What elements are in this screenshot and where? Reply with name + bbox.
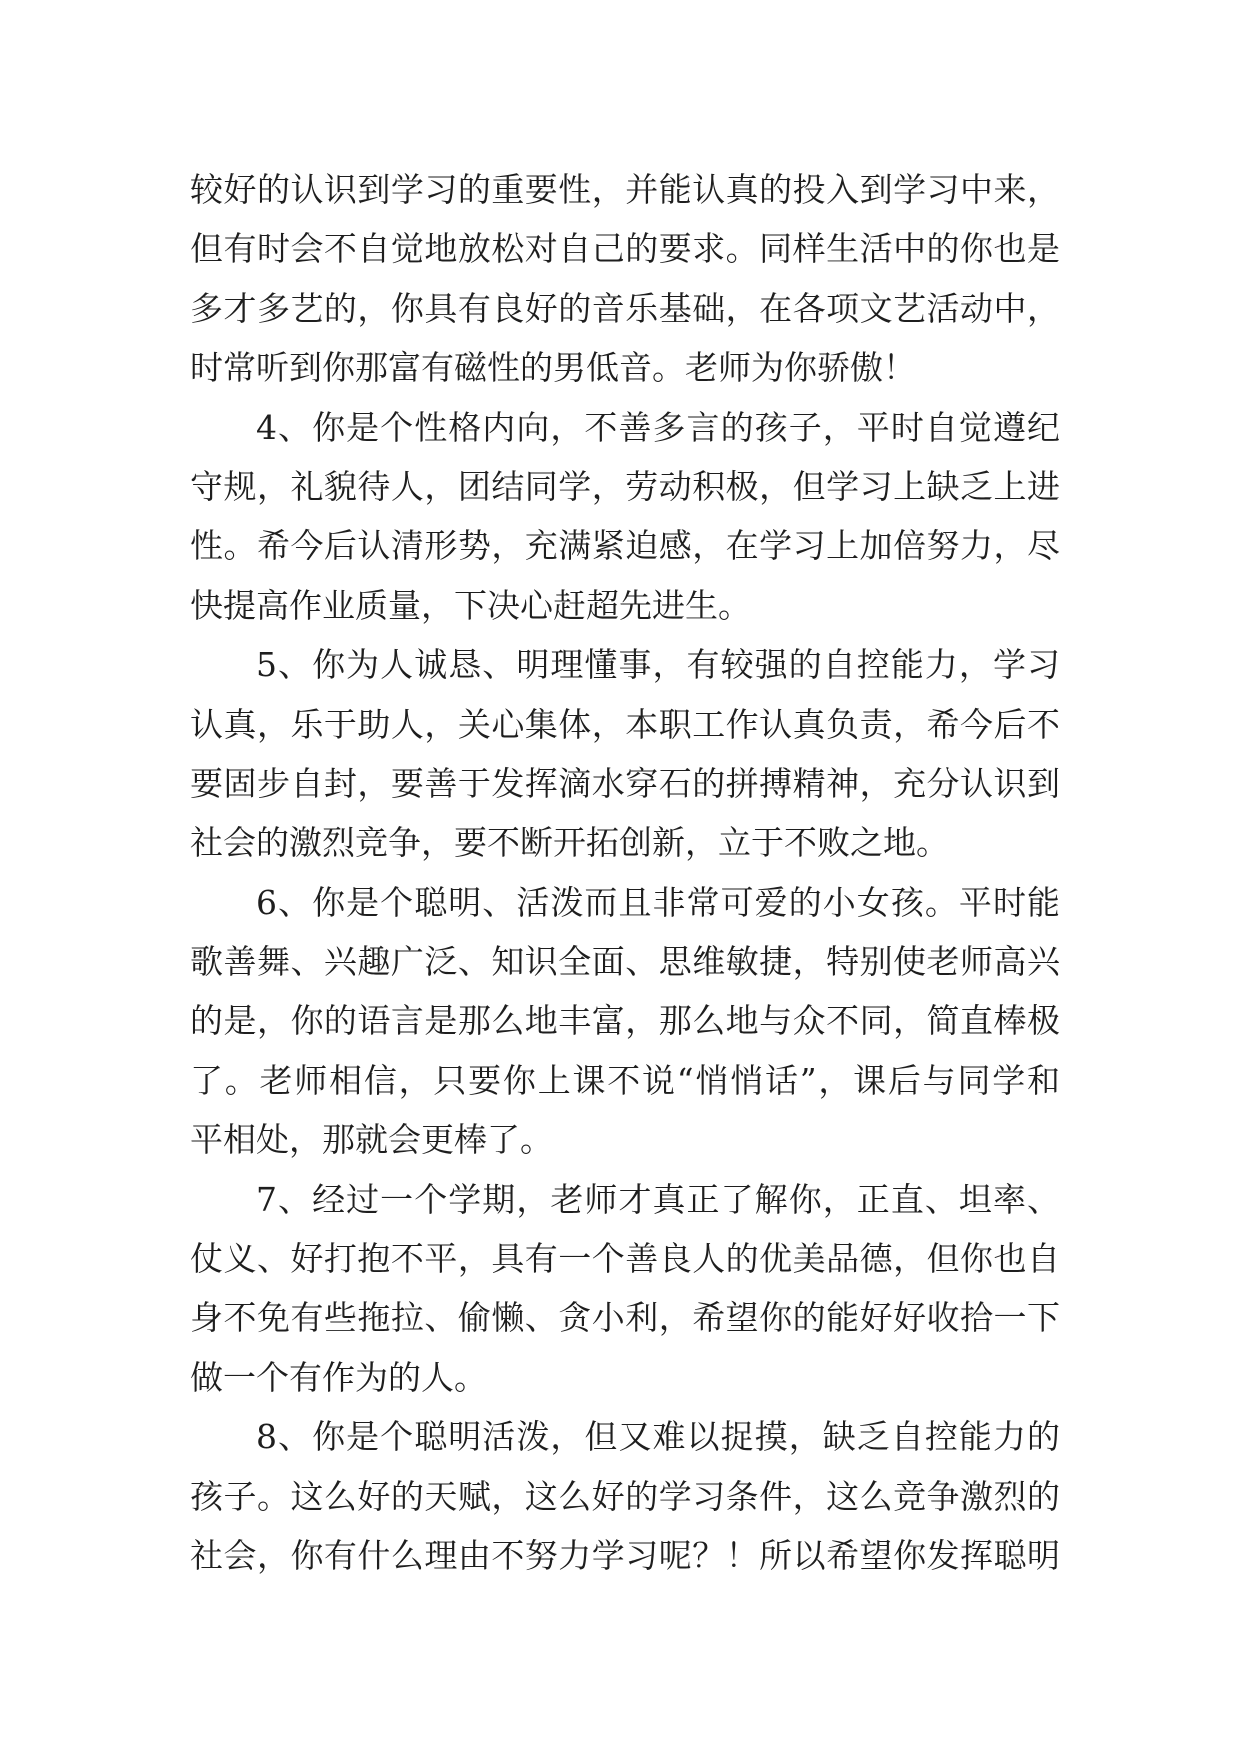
text-line: 要固步自封，要善于发挥滴水穿石的拼搏精神，充分认识到 [190,763,1060,803]
text-line: 但有时会不自觉地放松对自己的要求。同样生活中的你也是 [190,229,1060,269]
text-line: 身不免有些拖拉、偷懒、贪小利，希望你的能好好收拾一下 [190,1298,1060,1338]
paragraph-3-continued [190,160,1060,398]
text-line: 守规，礼貌待人，团结同学，劳动积极，但学习上缺乏上进 [190,466,1060,506]
text-line: 5、你为人诚恳、明理懂事，有较强的自控能力，学习 [256,645,1060,685]
text-line: 较好的认识到学习的重要性，并能认真的投入到学习中来， [190,170,1060,209]
paragraph-5 [190,635,1060,873]
text-line: 多才多艺的，你具有良好的音乐基础，在各项文艺活动中， [190,288,1060,328]
text-line: 7、经过一个学期，老师才真正了解你，正直、坦率、 [256,1179,1060,1219]
text-line: 时常听到你那富有磁性的男低音。老师为你骄傲！ [190,348,916,388]
document-body [190,160,1060,1585]
text-line: 快提高作业质量，下决心赶超先进生。 [190,585,751,625]
text-line: 社会，你有什么理由不努力学习呢？！所以希望你发挥聪明 [190,1535,1060,1575]
text-line: 社会的激烈竞争，要不断开拓创新，立于不败之地。 [190,823,949,863]
text-line: 8、你是个聪明活泼，但又难以捉摸，缺乏自控能力的 [256,1417,1060,1457]
text-line: 的是，你的语言是那么地丰富，那么地与众不同，简直棒极 [190,1001,1060,1041]
text-line: 了。老师相信，只要你上课不说“悄悄话”，课后与同学和 [190,1060,1060,1100]
paragraph-8 [190,1407,1060,1585]
text-line: 做一个有作为的人。 [190,1357,487,1397]
text-line: 仗义、好打抱不平，具有一个善良人的优美品德，但你也自 [190,1239,1060,1279]
paragraph-6 [190,873,1060,1170]
text-line: 认真，乐于助人，关心集体，本职工作认真负责，希今后不 [190,704,1060,744]
text-line: 性。希今后认清形势，充满紧迫感，在学习上加倍努力，尽 [190,526,1060,566]
paragraph-4 [190,398,1060,636]
text-line: 4、你是个性格内向，不善多言的孩子，平时自觉遵纪 [256,407,1060,447]
paragraph-7 [190,1170,1060,1408]
text-line: 平相处，那就会更棒了。 [190,1120,553,1160]
text-line: 孩子。这么好的天赋，这么好的学习条件，这么竞争激烈的 [190,1476,1060,1516]
text-line: 6、你是个聪明、活泼而且非常可爱的小女孩。平时能 [256,882,1060,922]
text-line: 歌善舞、兴趣广泛、知识全面、思维敏捷，特别使老师高兴 [190,942,1060,982]
